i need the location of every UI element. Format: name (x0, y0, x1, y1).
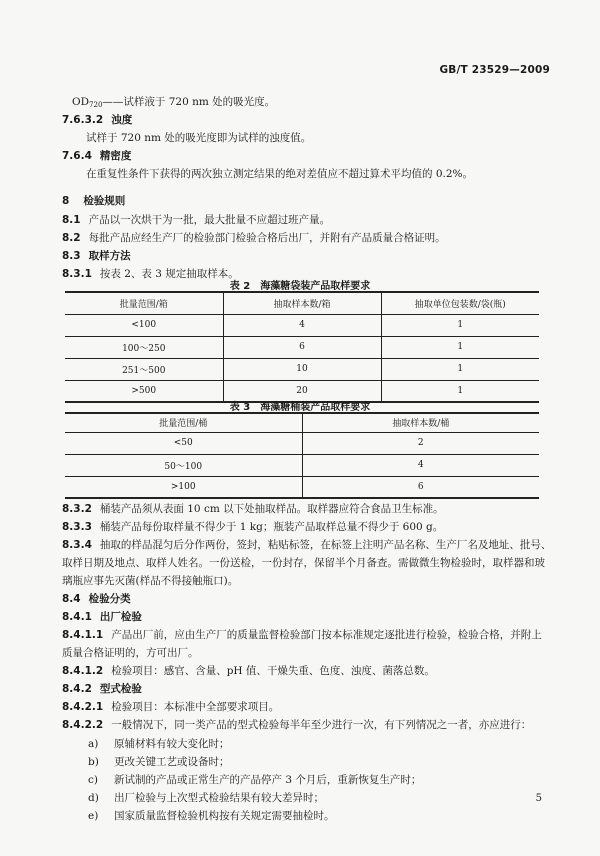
section-8-4 (62, 592, 131, 606)
table-cell: 50～100 (65, 454, 302, 476)
table-cell: 6 (302, 476, 539, 498)
section-number: 8.3 (62, 250, 81, 262)
table-cell: >500 (65, 380, 223, 402)
table-header-row (65, 413, 539, 432)
section-8-4-2 (62, 682, 142, 696)
table-3 (65, 412, 539, 499)
section-8-4-1-1-line-2: 质量合格证明的，方可出厂。 (62, 647, 199, 659)
section-text: 每批产品应经生产厂的检验部门检验合格后出厂，并附有产品质量合格证明。 (88, 232, 446, 244)
section-8-2 (62, 231, 446, 245)
table-row (65, 336, 539, 358)
table-cell: <50 (65, 432, 302, 454)
section-text: 产品出厂前，应由生产厂的质量监督检验部门按本标准规定逐批进行检验，检验合格，并附上 (111, 629, 542, 641)
section-number: 8.4.2 (62, 683, 92, 695)
list-text: 新试制的产品或正常生产的产品停产 3 个月后，重新恢复生产时； (114, 774, 422, 786)
section-8-4-2-1 (62, 700, 279, 714)
section-title: 出厂检验 (99, 611, 142, 623)
page-number: 5 (535, 793, 542, 804)
table-cell: 1 (381, 380, 539, 402)
section-7-6-3-2-text: 试样于 720 nm 处的吸光度即为试样的浊度值。 (86, 132, 312, 144)
table-header-cell: 抽取样本数/箱 (223, 292, 381, 314)
section-8-4-1-1 (62, 628, 542, 642)
table-header-cell: 抽取样本数/桶 (302, 413, 539, 432)
table-3-caption: 表 3 海藻糖桶装产品取样要求 (229, 402, 371, 413)
section-number: 8.2 (62, 232, 81, 244)
table-header-row (65, 292, 539, 314)
section-number: 8.4.2.1 (62, 701, 104, 713)
section-number: 8.3.4 (62, 539, 92, 551)
table-cell: 6 (223, 336, 381, 358)
table-header-cell: 批量范围/桶 (65, 413, 302, 432)
table-cell: 4 (302, 454, 539, 476)
section-7-6-4-heading (62, 149, 131, 163)
section-text: 桶装产品须从表面 10 cm 以下处抽取样品。取样器应符合食品卫生标准。 (99, 503, 444, 515)
section-7-6-4-text: 在重复性条件下获得的两次独立测定结果的绝对差值应不超过算术平均值的 0.2%。 (86, 168, 474, 180)
table-cell: 1 (381, 358, 539, 380)
table-header-cell: 抽取单位包装数/袋(瓶) (381, 292, 539, 314)
od-subscript: 720 (89, 101, 103, 109)
section-number: 8.3.1 (62, 268, 92, 280)
table-cell: <100 (65, 314, 223, 336)
list-item (88, 791, 324, 805)
list-text: 国家质量监督检验机构按有关规定需要抽检时。 (114, 810, 335, 822)
list-text: 出厂检验与上次型式检验结果有较大差异时； (114, 792, 324, 804)
section-title: 检验分类 (88, 593, 131, 605)
section-number: 8 (62, 195, 70, 207)
table-cell: 4 (223, 314, 381, 336)
table-cell: 20 (223, 380, 381, 402)
section-title: 精密度 (99, 150, 132, 162)
list-label: a) (88, 738, 99, 750)
section-8-4-1 (62, 610, 142, 624)
section-number: 8.4.2.2 (62, 719, 104, 731)
section-text: 一般情况下，同一类产品的型式检验每半年至少进行一次，有下列情况之一者，亦应进行： (111, 719, 532, 731)
list-item (88, 773, 421, 787)
section-8-3 (62, 249, 131, 263)
table-cell: 251～500 (65, 358, 223, 380)
section-8-heading (62, 194, 125, 208)
table-cell: 100～250 (65, 336, 223, 358)
section-7-6-3-2-heading (62, 113, 132, 127)
standard-number: GB/T 23529—2009 (439, 64, 550, 76)
table-2-caption: 表 2 海藻糖袋装产品取样要求 (229, 281, 371, 292)
list-label: c) (88, 774, 98, 786)
list-item (88, 755, 230, 769)
table-header-cell: 批量范围/箱 (65, 292, 223, 314)
table-cell: 10 (223, 358, 381, 380)
od-text: ——试样液于 720 nm 处的吸光度。 (102, 96, 276, 108)
section-title: 型式检验 (99, 683, 142, 695)
table-cell: >100 (65, 476, 302, 498)
section-text: 桶装产品每份取样量不得少于 1 kg；瓶装产品取样总量不得少于 600 g。 (99, 521, 444, 533)
section-number: 8.4 (62, 593, 81, 605)
section-number: 8.4.1.2 (62, 665, 104, 677)
table-row (65, 454, 539, 476)
list-item (88, 737, 230, 751)
section-8-1 (62, 213, 330, 227)
list-text: 更改关键工艺或设备时； (114, 756, 230, 768)
section-8-3-3 (62, 520, 443, 534)
list-label: d) (88, 792, 99, 804)
section-text: 检验项目：本标准中全部要求项目。 (111, 701, 280, 713)
section-number: 8.3.3 (62, 521, 92, 533)
section-number: 7.6.4 (62, 150, 92, 162)
section-number: 8.1 (62, 214, 81, 226)
section-8-3-4-line-3: 璃瓶应事先灭菌(样品不得接触瓶口)。 (62, 575, 239, 587)
section-title: 浊度 (111, 114, 133, 126)
section-number: 8.3.2 (62, 503, 92, 515)
table-cell: 1 (381, 336, 539, 358)
list-label: e) (88, 810, 99, 822)
table-row (65, 314, 539, 336)
section-text: 按表 2、表 3 规定抽取样本。 (99, 268, 239, 280)
table-row (65, 432, 539, 454)
od-symbol: OD (72, 96, 90, 108)
list-label: b) (88, 756, 99, 768)
table-cell: 2 (302, 432, 539, 454)
table-row (65, 358, 539, 380)
od-definition (72, 95, 275, 112)
section-text: 检验项目：感官、含量、pH 值、干燥失重、色度、浊度、菌落总数。 (111, 665, 435, 677)
section-title: 检验规则 (83, 195, 126, 207)
table-2 (65, 291, 539, 403)
section-text: 产品以一次烘干为一批，最大批量不应超过班产量。 (88, 214, 331, 226)
table-row (65, 476, 539, 498)
section-8-3-4 (62, 538, 551, 552)
list-text: 原辅材料有较大变化时； (114, 738, 230, 750)
section-text: 抽取的样品混匀后分作两份，签封，粘贴标签，在标签上注明产品名称、生产厂名及地址、批号、 (99, 539, 552, 551)
section-title: 取样方法 (88, 250, 131, 262)
section-8-4-1-2 (62, 664, 435, 678)
section-number: 8.4.1 (62, 611, 92, 623)
section-number: 7.6.3.2 (62, 114, 104, 126)
section-8-3-4-line-2: 取样日期及地点、取样人姓名。一份送检，一份封存，保留半个月备查。需做微生物检验时，取样器和玻 (62, 557, 545, 569)
table-cell: 1 (381, 314, 539, 336)
section-8-3-2 (62, 502, 444, 516)
list-item (88, 809, 335, 823)
section-8-4-2-2 (62, 718, 531, 732)
section-number: 8.4.1.1 (62, 629, 104, 641)
